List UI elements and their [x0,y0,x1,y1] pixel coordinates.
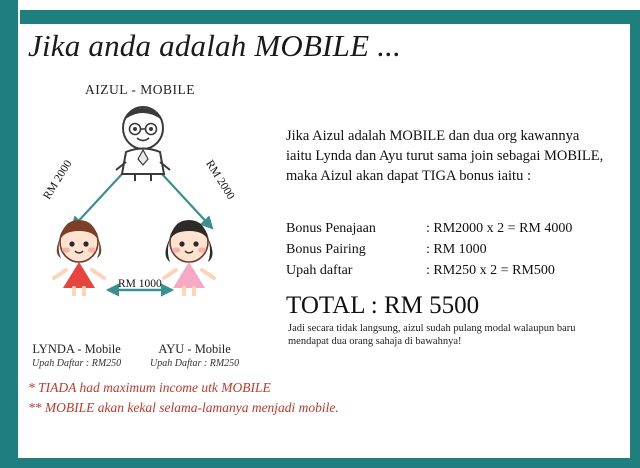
bonus-name: Bonus Penajaan [286,221,376,236]
node-label-lynda [32,342,121,369]
bonus-row [286,239,616,260]
total-label: TOTAL : RM 5500 [286,292,480,319]
bottom-edge-label: RM 1000 [118,278,162,290]
node-label-ayu [150,342,239,369]
decor-bar-top [20,10,640,24]
footnotes [28,378,548,418]
decor-bar-right [630,24,640,468]
node-label-ayu-sub: Upah Daftar : RM250 [150,358,240,369]
bonus-row [286,218,616,239]
boy-avatar-icon [108,104,178,182]
bonus-value: : RM 1000 [426,242,487,257]
bonus-name: Bonus Pairing [286,242,366,257]
node-label-ayu-name: AYU - Mobile [158,342,231,356]
network-diagram [30,82,290,372]
left-edge-label: RM 2000 [41,158,75,202]
node-label-lynda-sub: Upah Daftar : RM250 [32,358,122,369]
node-label-aizul: AIZUL - MOBILE [85,82,195,97]
bonus-value: : RM2000 x 2 = RM 4000 [426,221,573,236]
decor-bar-bottom [18,458,630,468]
decor-bar-top-left [0,0,18,24]
bonus-list [286,218,616,281]
footnote-2: ** MOBILE akan kekal selama-lamanya menjadi mobile. [28,400,339,415]
girl-avatar-icon [158,220,220,296]
decor-bar-top-white [18,0,640,10]
footnote-1: * TIADA had maximum income utk MOBILE [28,380,271,395]
total-note: Jadi secara tidak langsung, aizul sudah pulang modal walaupun baru mendapat dua orang sahaja di bawahnya! [288,323,576,347]
bonus-value: : RM250 x 2 = RM500 [426,263,555,278]
right-edge-label: RM 2000 [203,158,237,202]
bonus-name: Upah daftar [286,263,353,278]
decor-bar-left [0,24,18,468]
page-title: Jika anda adalah MOBILE ... [28,28,402,63]
node-label-lynda-name: LYNDA - Mobile [32,342,121,356]
girl-avatar-icon [48,220,110,296]
bonus-row [286,260,616,281]
explanation-text: Jika Aizul adalah MOBILE dan dua org kawannya iaitu Lynda dan Ayu turut sama join sebagai MOBILE, maka Aizul akan dapat TIGA bonus iaitu : [286,128,604,184]
